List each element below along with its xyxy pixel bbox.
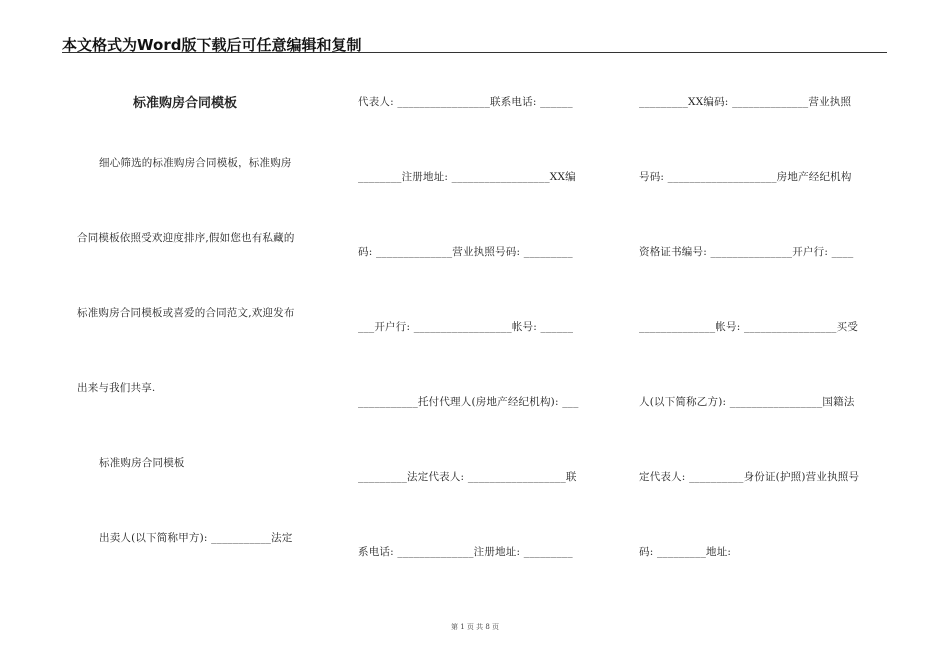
col2-line-1: 代表人: _________________联系电话: ______: [358, 96, 573, 108]
col1-line-6: 出卖人(以下简称甲方): ___________法定: [99, 532, 293, 544]
col3-line-7: 码: _________地址:: [639, 546, 732, 558]
col3-line-6: 定代表人: __________身份证(护照)营业执照号: [639, 471, 860, 483]
col3-line-1: _________XX编码: ______________营业执照: [639, 96, 852, 108]
col2-line-4: ___开户行: __________________帐号: ______: [358, 321, 574, 333]
col2-line-6: _________法定代表人: __________________联: [358, 471, 577, 483]
page-footer: 第 1 页 共 8 页: [450, 623, 500, 631]
document-header: 本文格式为Word版下载后可任意编辑和复制: [62, 36, 362, 54]
col3-line-2: 号码: ____________________房地产经纪机构: [639, 171, 852, 183]
col2-line-5: ___________托付代理人(房地产经纪机构): ___: [358, 396, 579, 408]
col3-line-5: 人(以下简称乙方): _________________国籍法: [639, 396, 855, 408]
col1-line-5: 标准购房合同模板: [99, 457, 185, 469]
col1-line-1: 细心筛选的标准购房合同模板，标准购房: [99, 157, 292, 169]
col1-line-3: 标准购房合同模板或喜爱的合同范文,欢迎发布: [77, 307, 295, 319]
col3-line-4: ______________帐号: _________________买受: [639, 321, 859, 333]
header-rule: [62, 52, 887, 53]
col1-line-2: 合同模板依照受欢迎度排序,假如您也有私藏的: [77, 232, 295, 244]
col2-line-7: 系电话: ______________注册地址: _________: [358, 546, 573, 558]
col3-line-3: 资格证书编号: _______________开户行: ____: [639, 246, 854, 258]
col1-line-4: 出来与我们共享.: [77, 382, 156, 394]
col2-line-3: 码: ______________营业执照号码: _________: [358, 246, 573, 258]
col2-line-2: ________注册地址: __________________XX编: [358, 171, 576, 183]
document-title: 标准购房合同模板: [133, 96, 238, 111]
